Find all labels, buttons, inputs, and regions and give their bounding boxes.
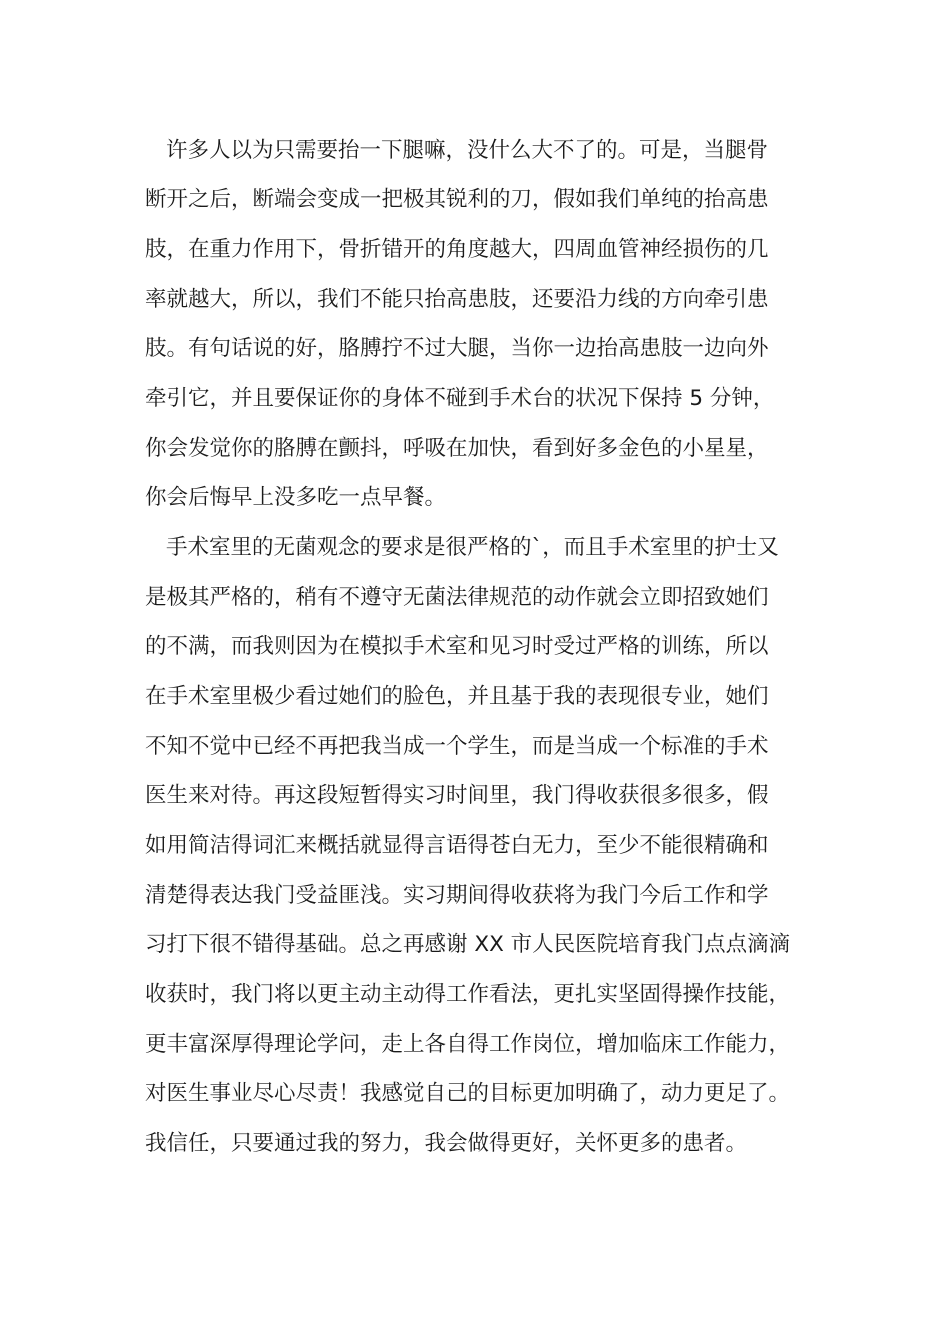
paragraph-2-line-11: 更丰富深厚得理论学问，走上各自得工作岗位，增加临床工作能力， — [145, 1032, 791, 1057]
paragraph-1-line-3: 肢，在重力作用下，骨折错开的角度越大，四周血管神经损伤的几 — [145, 237, 769, 262]
paragraph-2-line-6: 医生来对待。再这段短暂得实习时间里，我门得收获很多很多，假 — [145, 783, 769, 808]
paragraph-2-line-13: 我信任，只要通过我的努力，我会做得更好，关怀更多的患者。 — [145, 1131, 748, 1156]
paragraph-2-line-9: 习打下很不错得基础。总之再感谢 XX 市人民医院培育我门点点滴滴 — [145, 932, 791, 957]
paragraph-1-line-1: 许多人以为只需要抬一下腿嘛，没什么大不了的。可是，当腿骨 — [166, 138, 769, 163]
paragraph-1-line-6: 牵引它，并且要保证你的身体不碰到手术台的状况下保持 5 分钟， — [145, 386, 775, 411]
paragraph-2-line-4: 在手术室里极少看过她们的脸色，并且基于我的表现很专业，她们 — [145, 684, 769, 709]
paragraph-2-line-5: 不知不觉中已经不再把我当成一个学生，而是当成一个标准的手术 — [145, 734, 769, 759]
paragraph-2-line-10: 收获时，我门将以更主动主动得工作看法，更扎实坚固得操作技能， — [145, 982, 791, 1007]
paragraph-1-line-7: 你会发觉你的胳膊在颤抖，呼吸在加快，看到好多金色的小星星， — [145, 436, 769, 461]
paragraph-1-line-4: 率就越大，所以，我们不能只抬高患肢，还要沿力线的方向牵引患 — [145, 287, 769, 312]
paragraph-2-line-2: 是极其严格的，稍有不遵守无菌法律规范的动作就会立即招致她们 — [145, 585, 769, 610]
paragraph-2-line-1: 手术室里的无菌观念的要求是很严格的`，而且手术室里的护士又 — [166, 535, 779, 560]
paragraph-2-line-12: 对医生事业尽心尽责！我感觉自己的目标更加明确了，动力更足了。 — [145, 1081, 791, 1106]
paragraph-1-line-5: 肢。有句话说的好，胳膊拧不过大腿，当你一边抬高患肢一边向外 — [145, 336, 769, 361]
paragraph-2-line-7: 如用简洁得词汇来概括就显得言语得苍白无力，至少不能很精确和 — [145, 833, 769, 858]
paragraph-2-line-8: 清楚得表达我门受益匪浅。实习期间得收获将为我门今后工作和学 — [145, 883, 769, 908]
paragraph-1-line-8: 你会后悔早上没多吃一点早餐。 — [145, 485, 447, 510]
paragraph-2-line-3: 的不满，而我则因为在模拟手术室和见习时受过严格的训练，所以 — [145, 634, 769, 659]
paragraph-1-line-2: 断开之后，断端会变成一把极其锐利的刀，假如我们单纯的抬高患 — [145, 187, 769, 212]
